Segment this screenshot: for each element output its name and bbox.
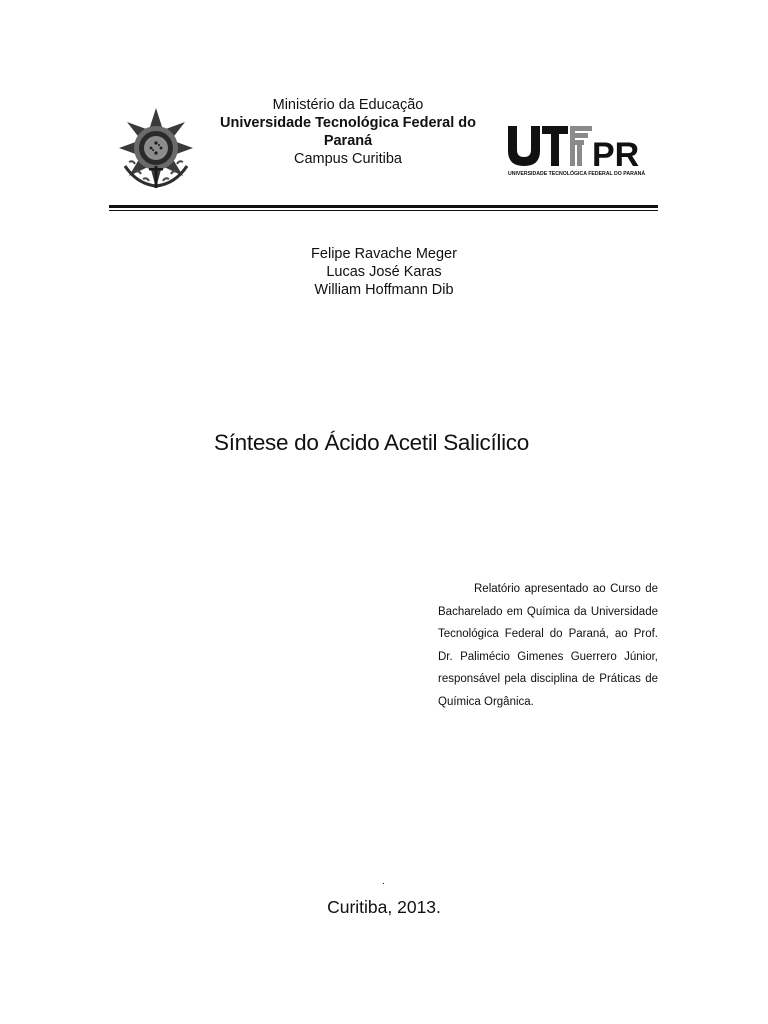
header-divider-thick (109, 205, 658, 208)
ministry-line: Ministério da Educação (272, 97, 424, 113)
author-name: Felipe Ravache Meger (311, 246, 457, 262)
document-title: Síntese do Ácido Acetil Salicílico (214, 430, 529, 455)
author-name: William Hoffmann Dib (314, 282, 454, 298)
utfpr-logo-icon (506, 122, 648, 178)
campus-line: Campus Curitiba (294, 151, 402, 167)
header-divider-thin (109, 210, 658, 211)
logo-subtitle: UNIVERSIDADE TECNOLÓGICA FEDERAL DO PARANÁ (508, 171, 646, 177)
brazil-coat-of-arms-icon (115, 106, 197, 190)
author-list (234, 245, 534, 299)
footer-dot: . (382, 876, 385, 887)
author-name: Lucas José Karas (326, 264, 442, 280)
institution-header (203, 96, 493, 168)
city-year: Curitiba, 2013. (327, 897, 441, 917)
logo-mark-text: PR (592, 136, 640, 174)
report-description: Relatório apresentado ao Curso de Bacharelado em Química da Universidade Tecnológica Federal do Paraná, ao Prof. Dr. Palimécio Gimenes Guerrero Júnior, responsável pela disciplina de Práticas de Química Orgânica. (438, 583, 658, 708)
university-line-2: Paraná (323, 133, 373, 149)
university-line-1: Universidade Tecnológica Federal do (220, 115, 476, 131)
